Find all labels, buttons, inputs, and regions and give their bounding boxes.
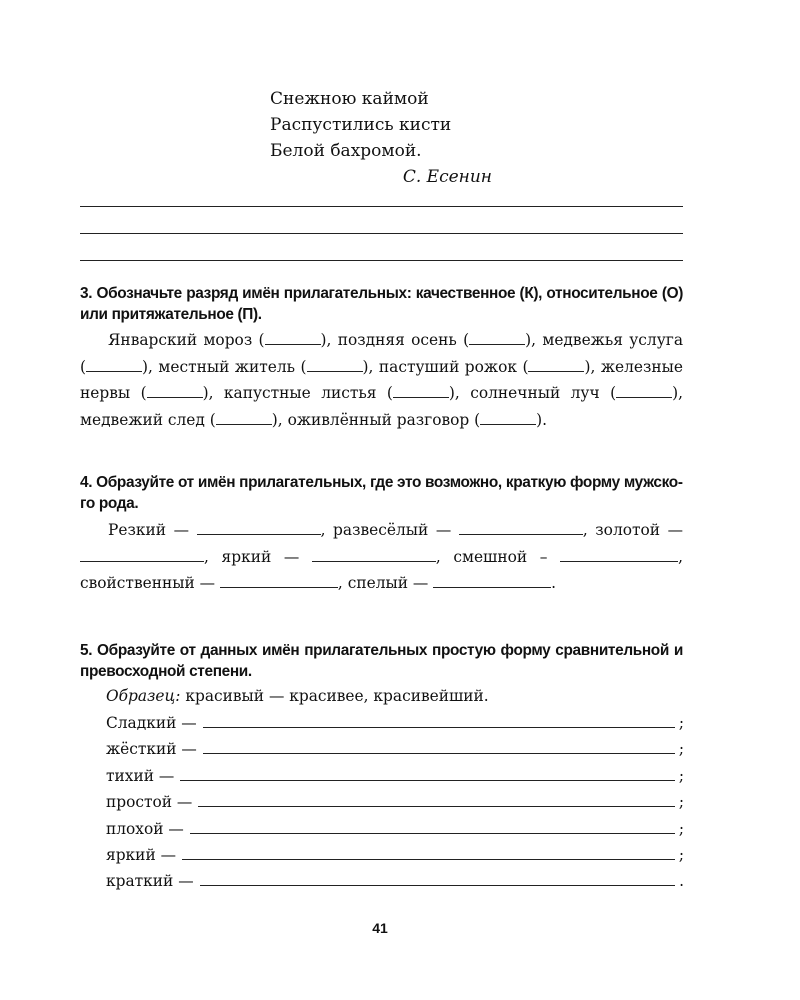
task-3-word: ), местный житель ( [142,357,307,376]
sample-line [106,683,684,710]
poem-line: Белой бахромой. [270,141,422,161]
task-4-word: Резкий — [108,521,197,539]
task-3-word: ), медвежья услуга ( [80,331,683,376]
answer-blank[interactable] [80,547,204,562]
task-3-word: Январский мороз ( [108,331,265,349]
sample-text: красивый — красивее, красивейший. [180,687,489,705]
answer-row [106,736,684,762]
adjective: жёсткий — [106,740,197,759]
answer-blank[interactable] [147,383,203,398]
row-punctuation: ; [678,845,684,864]
answer-blank[interactable] [197,520,321,535]
row-punctuation: ; [678,740,684,759]
answer-blank[interactable] [480,410,536,425]
answer-blank[interactable] [203,712,675,728]
task-4-word: , развесёлый — [320,521,459,539]
task-3-word: ), пастуший рожок ( [362,357,529,376]
task-3-text [80,327,683,433]
answer-blank[interactable] [86,357,142,372]
task-5-heading: 5. Образуйте от данных имён прилагательных простую форму сравнительной и превосходной степени. [80,642,683,680]
answer-blank[interactable] [216,410,272,425]
answer-line [80,206,683,207]
answer-blank[interactable] [433,573,551,588]
task-3-word: ), поздняя осень ( [320,331,470,349]
sample-label: Образец: [106,687,181,705]
poem-line: Распустились кисти [270,115,452,135]
answer-blank[interactable] [393,383,449,398]
answer-row [106,710,684,736]
answer-row [106,789,684,815]
answer-blank[interactable] [182,844,675,860]
task-4-word: , свойственный — [80,547,683,592]
answer-line [80,260,683,261]
row-punctuation: ; [678,714,684,732]
answer-line [80,233,683,234]
adjective: Сладкий — [106,714,197,732]
page-number: 41 [372,920,388,936]
row-punctuation: . [679,872,684,891]
task-4-word: , яркий — [204,547,312,566]
task-4-word: , смешной – [435,547,561,566]
answer-blank[interactable] [469,330,525,345]
answer-blank[interactable] [265,330,321,345]
task-4-word: , спелый — [337,574,434,592]
adjective: краткий — [106,872,194,891]
task-3-word: ), солнечный луч ( [448,384,617,402]
answer-blank[interactable] [220,573,338,588]
task-3-heading: 3. Обозначьте разряд имён прилагательных: качественное (К), относительное (О) или притяжательное (П). [80,285,683,323]
row-punctuation: ; [678,793,684,812]
task-4-word: . [551,574,557,592]
poem-excerpt [270,86,510,190]
task-4-heading: 4. Образуйте от имён прилагательных, где это возможно, краткую форму мужского рода. [80,474,683,512]
adjective: плохой — [106,819,184,838]
answer-blank[interactable] [203,738,675,754]
answer-row [106,842,684,868]
poem-line: Снежною каймой [270,89,429,109]
task-3-word: ), оживлённый разговор ( [271,410,481,429]
task-3-word: ), капустные листья ( [202,384,393,402]
answer-blank[interactable] [190,818,675,834]
task-3-word: ), медвежий след ( [80,384,683,429]
answer-blank[interactable] [459,520,583,535]
adjective: яркий — [106,845,176,864]
answer-blank[interactable] [200,870,676,886]
row-punctuation: ; [678,819,684,838]
row-punctuation: ; [678,766,684,785]
task-3-word: ), железные нервы ( [80,357,683,402]
answer-blank[interactable] [560,547,678,562]
task-3-word: ). [536,410,548,429]
answer-blank[interactable] [528,357,584,372]
adjective: тихий — [106,766,175,785]
answer-row [106,868,684,894]
poem-author: С. Есенин [402,167,492,187]
answer-blank[interactable] [312,547,436,562]
adjective: простой — [106,793,193,812]
answer-blank[interactable] [198,791,674,807]
task-4-word: , золотой — [582,521,684,539]
answer-row [106,816,684,842]
answer-blank[interactable] [616,383,672,398]
answer-row [106,763,684,789]
task-4-text [80,517,683,597]
answer-blank[interactable] [307,357,363,372]
answer-blank[interactable] [180,765,675,781]
task-5-answers [106,683,684,895]
